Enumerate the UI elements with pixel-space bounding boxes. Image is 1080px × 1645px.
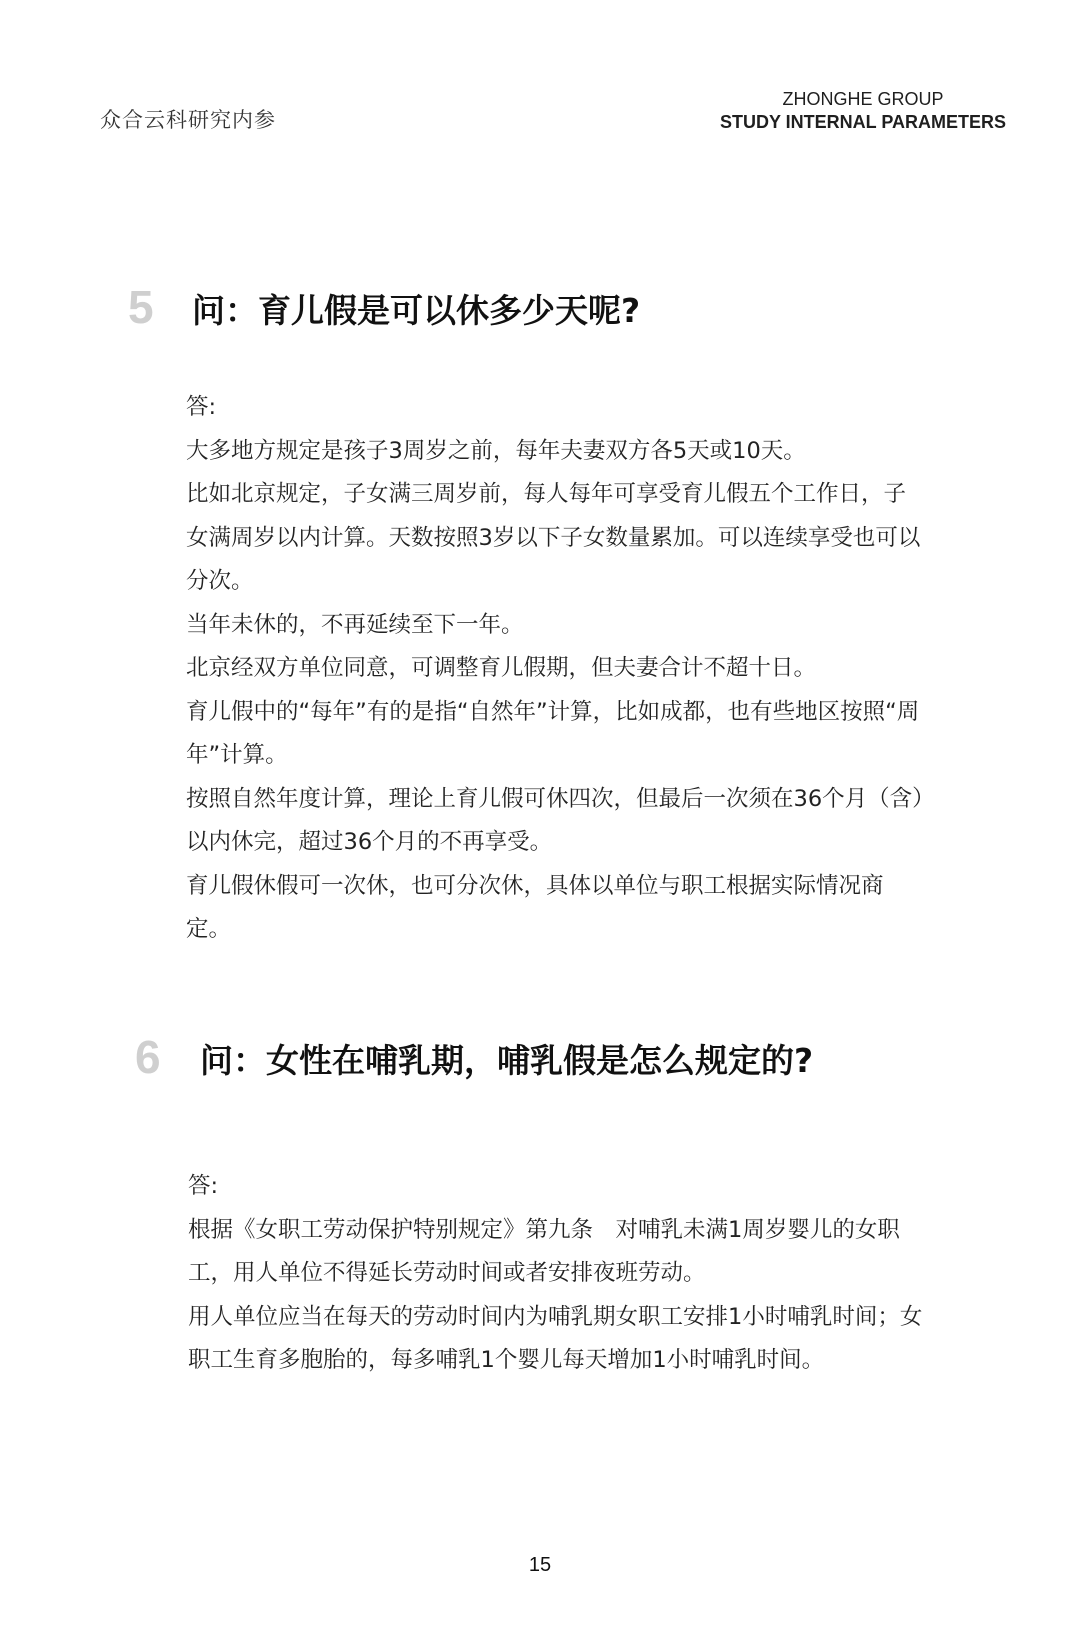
header-brand-line1: ZHONGHE GROUP — [782, 89, 944, 109]
answer-paragraph: 比如北京规定，子女满三周岁前，每人每年可享受育儿假五个工作日，子女满周岁以内计算。天数按照3岁以下子女数量累加。可以连续享受也可以分次。 — [186, 481, 921, 594]
answer-paragraph: 育儿假中的“每年”有的是指“自然年”计算，比如成都，也有些地区按照“周年”计算。 — [186, 698, 920, 768]
header-brand-line2: STUDY INTERNAL PARAMETERS — [719, 112, 1006, 132]
header-left-title: 众合云科研究内参 — [100, 108, 276, 132]
question-number: 5 — [128, 281, 154, 333]
answer-label: 答: — [188, 1173, 219, 1199]
header-right-brand — [720, 88, 1006, 134]
answer-block — [186, 386, 926, 952]
question-number: 6 — [135, 1031, 161, 1083]
answer-paragraph: 按照自然年度计算，理论上育儿假可休四次，但最后一次须在36个月（含）以内休完，超过36个月的不再享受。 — [186, 785, 924, 855]
question-title: 问：女性在哺乳期，哺乳假是怎么规定的? — [200, 1041, 814, 1080]
answer-paragraph: 用人单位应当在每天的劳动时间内为哺乳期女职工安排1小时哺乳时间；女职工生育多胞胎的，每多哺乳1个婴儿每天增加1小时哺乳时间。 — [188, 1303, 923, 1373]
answer-paragraph: 育儿假休假可一次休，也可分次休，具体以单位与职工根据实际情况商定。 — [186, 872, 884, 942]
answer-paragraph: 当年未休的，不再延续至下一年。 — [186, 611, 524, 638]
answer-block — [188, 1165, 928, 1383]
answer-paragraph: 大多地方规定是孩子3周岁之前，每年夫妻双方各5天或10天。 — [186, 437, 806, 464]
answer-paragraph: 北京经双方单位同意，可调整育儿假期，但夫妻合计不超十日。 — [186, 655, 817, 681]
question-title: 问：育儿假是可以休多少天呢? — [192, 291, 641, 330]
answer-label: 答: — [186, 394, 217, 420]
page-number: 15 — [528, 1554, 552, 1576]
answer-paragraph: 根据《女职工劳动保护特别规定》第九条 对哺乳未满1周岁婴儿的女职工，用人单位不得延长劳动时间或者安排夜班劳动。 — [188, 1216, 900, 1286]
